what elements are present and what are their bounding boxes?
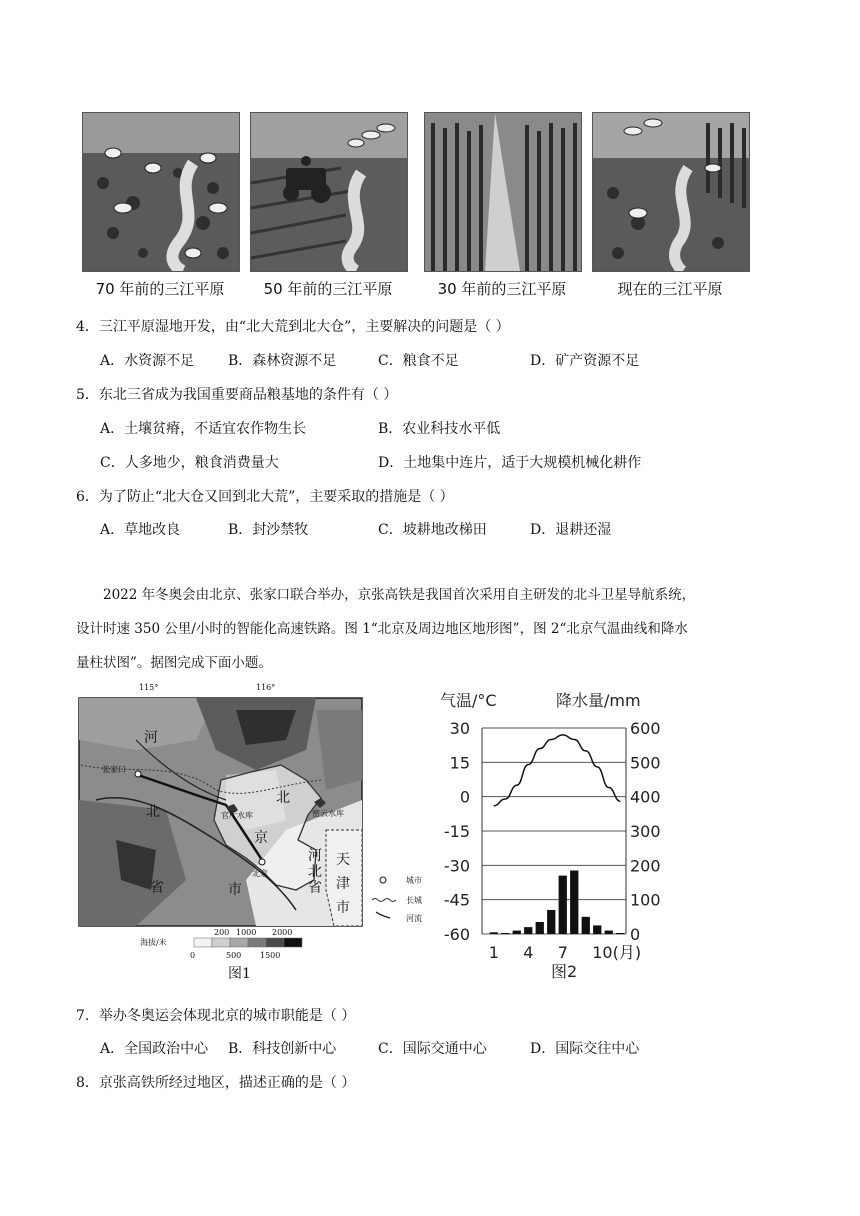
precipitation-bar: [605, 931, 613, 934]
x-tick-label: 1: [488, 943, 499, 962]
left-tick-label: 30: [449, 719, 470, 738]
lon-label-116: 116°: [256, 683, 276, 692]
precipitation-bar: [559, 876, 567, 934]
right-tick-label: 200: [630, 856, 661, 876]
elevation-tick-500: 500: [226, 951, 242, 960]
elevation-tick-2000: 2000: [272, 928, 293, 937]
q7-option-b[interactable]: B．科技创新中心: [228, 1041, 337, 1057]
left-tick-label: -30: [443, 856, 470, 876]
question-6-stem: 6．为了防止“北大仓又回到北大荒”，主要采取的措施是（ ）: [76, 489, 454, 505]
map-label-bei: 北: [146, 804, 160, 820]
q4-option-d[interactable]: D．矿产资源不足: [530, 353, 640, 369]
q5-option-a[interactable]: A．土壤贫瘠，不适宜农作物生长: [100, 421, 307, 437]
x-tick-label: 7: [557, 943, 568, 962]
beijing-terrain-map: [76, 680, 436, 985]
chart-left-axis-title: 气温/°C: [440, 691, 497, 710]
map-label-shi: 市: [228, 882, 242, 898]
precipitation-bar: [513, 931, 521, 934]
left-tick-label: 0: [459, 787, 470, 807]
elevation-legend-title: 海拔/米: [140, 938, 167, 947]
panel-caption: 70 年前的三江平原: [95, 280, 225, 298]
precipitation-bar: [536, 922, 544, 934]
x-tick-label: 4: [523, 943, 534, 962]
right-tick-label: 500: [630, 753, 661, 773]
panel-3-cropland: [424, 112, 582, 272]
q6-option-b[interactable]: B．封沙禁牧: [228, 522, 309, 538]
map-label-shi-2: 市: [336, 900, 350, 916]
right-tick-label: 600: [630, 719, 661, 738]
right-tick-label: 400: [630, 787, 661, 807]
left-tick-label: -15: [443, 822, 470, 841]
temperature-line: [494, 735, 621, 806]
elevation-swatch: [284, 938, 302, 947]
beijing-climate-chart: [432, 682, 692, 987]
elevation-swatch: [266, 938, 284, 947]
map-label-miyun-reservoir: 密云水库: [312, 809, 344, 818]
precipitation-bar: [616, 933, 624, 934]
q7-option-d[interactable]: D．国际交往中心: [530, 1041, 640, 1057]
panel-caption: 现在的三江平原: [617, 280, 723, 298]
q7-option-c[interactable]: C．国际交通中心: [378, 1041, 487, 1057]
passage-line-1: 2022 年冬奥会由北京、张家口联合举办，京张高铁是我国首次采用自主研发的北斗卫星导航系统，: [103, 587, 696, 603]
elevation-tick-0: 0: [190, 951, 196, 960]
map-label-jin: 津: [336, 876, 350, 892]
elevation-tick-200: 200: [214, 928, 230, 937]
legend-city-label: 城市: [406, 876, 422, 885]
chart-right-ticks: [630, 719, 661, 944]
passage: [76, 578, 786, 680]
q4-option-b[interactable]: B．森林资源不足: [228, 353, 337, 369]
precipitation-bar: [501, 933, 509, 934]
elevation-swatch: [212, 938, 230, 947]
question-7-stem: 7．举办冬奥运会体现北京的城市职能是（ ）: [76, 1008, 356, 1024]
legend-river-label: 河流: [406, 914, 422, 923]
left-tick-label: -45: [443, 890, 470, 910]
elevation-swatch: [248, 938, 266, 947]
left-tick-label: -60: [443, 925, 470, 944]
panel-1-wetland: [82, 112, 240, 272]
chart-grid: [482, 728, 626, 934]
question-4-stem: 4．三江平原湿地开发，由“北大荒到北大仓”，主要解决的问题是（ ）: [76, 319, 510, 335]
precipitation-bars: [490, 870, 625, 934]
map-label-zhangjiakou: 张家口: [102, 765, 126, 774]
map-label-jing: 京: [254, 830, 268, 846]
map-label-beijing: 北京: [252, 869, 268, 878]
q7-option-a[interactable]: A．全国政治中心: [100, 1041, 209, 1057]
precipitation-bar: [570, 870, 578, 934]
panel-caption: 30 年前的三江平原: [437, 280, 567, 298]
chart-left-ticks: [444, 719, 470, 944]
precipitation-bar: [490, 932, 498, 934]
legend-great-wall-label: 长城: [406, 896, 422, 905]
right-tick-label: 100: [630, 890, 661, 910]
precipitation-bar: [547, 910, 555, 934]
panel-4-current: [592, 112, 750, 272]
chart-x-ticks: [489, 943, 641, 962]
q4-option-a[interactable]: A．水资源不足: [100, 353, 195, 369]
elevation-legend-swatches: [194, 938, 302, 947]
passage-line-2: 设计时速 350 公里/小时的智能化高速铁路。图 1“北京及周边地区地形图”，图 2“北京气温曲线和降水: [76, 621, 688, 637]
passage-line-3: 量柱状图”。据图完成下面小题。: [76, 655, 272, 671]
elevation-tick-1500: 1500: [260, 951, 281, 960]
figure-1-caption: 图1: [228, 966, 251, 982]
q5-option-b[interactable]: B．农业科技水平低: [378, 421, 501, 437]
figure-2-caption: 图2: [551, 962, 578, 981]
map-label-bei-3: 北: [308, 864, 322, 880]
elevation-tick-1000: 1000: [236, 928, 257, 937]
question-5-stem: 5．东北三省成为我国重要商品粮基地的条件有（ ）: [76, 387, 398, 403]
elevation-swatch: [194, 938, 212, 947]
x-tick-label: 10(月): [592, 943, 642, 962]
map-label-he-2: 河: [308, 848, 322, 864]
chart-right-axis-title: 降水量/mm: [556, 691, 641, 710]
right-tick-label: 0: [630, 925, 641, 944]
question-8-stem: 8．京张高铁所经过地区，描述正确的是（ ）: [76, 1075, 356, 1091]
elevation-swatch: [230, 938, 248, 947]
right-tick-label: 300: [630, 822, 661, 841]
map-label-tian: 天: [336, 852, 350, 868]
legend-river-icon: [376, 912, 390, 918]
precipitation-bar: [582, 917, 590, 934]
precipitation-bar: [593, 925, 601, 934]
q6-option-a[interactable]: A．草地改良: [100, 522, 181, 538]
q4-option-c[interactable]: C．粮食不足: [378, 353, 459, 369]
legend-city-icon: [380, 877, 386, 883]
map-label-sheng-2: 省: [308, 880, 322, 896]
q5-option-d[interactable]: D．土地集中连片，适于大规模机械化耕作: [378, 455, 642, 471]
map-label-bei-2: 北: [276, 790, 290, 806]
panel-caption: 50 年前的三江平原: [263, 280, 393, 298]
panel-2-tractor: [250, 112, 408, 272]
lon-label-115: 115°: [139, 683, 159, 692]
map-label-guanting-reservoir: 官厅水库: [221, 811, 253, 820]
precipitation-bar: [524, 927, 532, 934]
map-label-sheng: 省: [150, 880, 164, 896]
map-label-he: 河: [144, 730, 158, 746]
q6-option-c[interactable]: C．坡耕地改梯田: [378, 522, 487, 538]
q6-option-d[interactable]: D．退耕还湿: [530, 522, 612, 538]
q5-option-c[interactable]: C．人多地少，粮食消费量大: [100, 455, 279, 471]
left-tick-label: 15: [449, 753, 470, 773]
legend-great-wall-icon: [372, 899, 396, 902]
